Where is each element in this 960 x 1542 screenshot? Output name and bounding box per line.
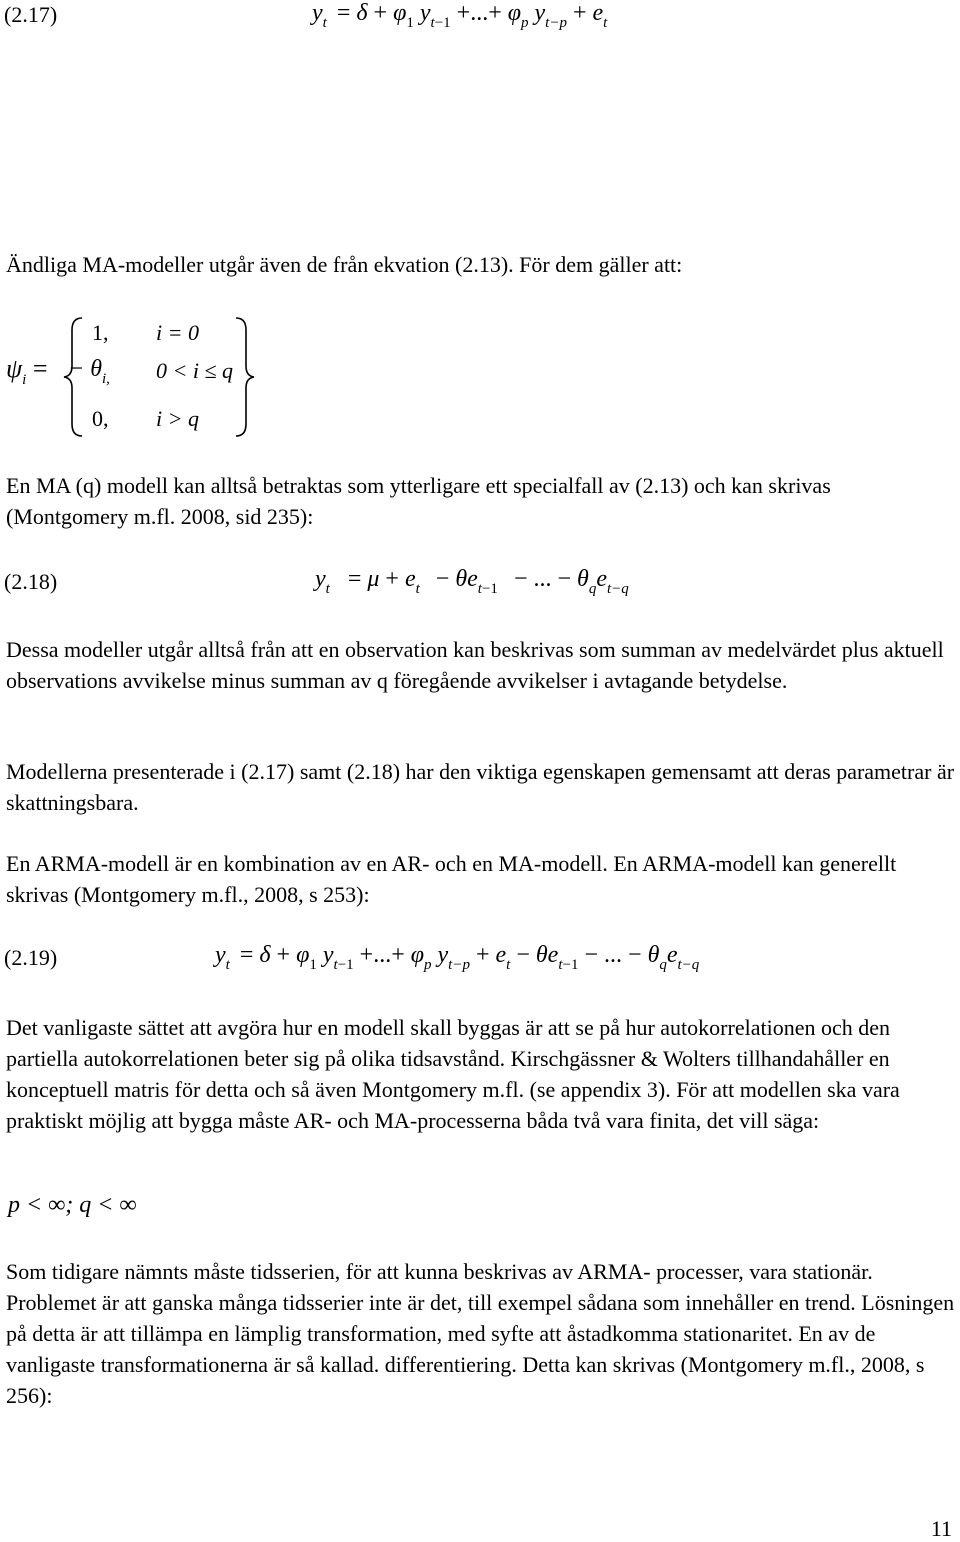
paragraph-ma-intro: Ändliga MA-modeller utgår även de från ekvation (2.13). För dem gäller att:: [6, 252, 683, 277]
equation-2-19: $y_t = \delta + \varphi_1$ $y_{t-1}$ +...+ $\varphi_p$ $y_{t-p} + e_t - \theta e_{t-1}$ − ... − $\theta_qe_{t-q}$: [215, 942, 700, 973]
case-2: − $\theta_{i,}$: [68, 356, 110, 387]
case-3-value: 0,: [92, 406, 109, 431]
equation-2-18: $y_t = \mu + e_t - \theta e_{t-1}$ − ... − $\theta_qe_{t-q}$: [315, 566, 629, 597]
case-1-condition: i = 0: [156, 320, 199, 345]
psi-lhs: $\psi_i$ =: [6, 354, 48, 388]
paragraph-stationarity: Som tidigare nämnts måste tidsserien, för att kunna beskrivas av ARMA- processer, vara stationär. Problemet är att ganska många tidsserier inte är det, till exempel sådana som innehåller en trend. Lösningen på detta är att tillämpa en lämplig transformation, med syfte att åstadkomma stationaritet. En av de vanligaste transformationerna är så kallad. differentiering. Detta kan skrivas (Montgomery m.fl., 2008, s 256):: [6, 1259, 955, 1408]
page-number: 11: [930, 1516, 952, 1541]
equation-number-2-19: (2.19): [4, 945, 58, 970]
case-1: [92, 320, 109, 346]
case-2-condition: 0 < i ≤ q: [156, 358, 234, 383]
equation-number-2-18: (2.18): [4, 569, 58, 594]
case-3-condition: i > q: [156, 406, 199, 431]
paragraph-arma-intro: En ARMA-modell är en kombination av en AR- och en MA-modell. En ARMA-modell kan generellt skrivas (Montgomery m.fl., 2008, s 253):: [6, 851, 897, 907]
case-3: [92, 406, 109, 432]
case-2-value: − θ: [68, 356, 102, 382]
paragraph-model-selection: Det vanligaste sättet att avgöra hur en modell skall byggas är att se på hur autokorrelationen och den partiella autokorrelationen beter sig på olika tidsavstånd. Kirschgässner & Wolters tillhandahåller en konceptuell matris för detta och så även Montgomery m.fl. (se appendix 3). För att modellen ska vara praktiskt möjlig att bygga måste AR- och MA-processerna båda två vara finita, det vill säga:: [6, 1015, 900, 1133]
paragraph-ma-model: En MA (q) modell kan alltså betraktas som ytterligare ett specialfall av (2.13) och kan skrivas (Montgomery m.fl. 2008, sid 235):: [6, 473, 831, 529]
right-brace: [232, 316, 256, 438]
case-1-value: 1,: [92, 320, 109, 345]
paragraph-ma-explanation: Dessa modeller utgår alltså från att en observation kan beskrivas som summan av medelvärdet plus aktuell observations avvikelse minus summan av q föregående avvikelser i avtagande betydelse.: [6, 637, 944, 693]
paragraph-models-estimable: Modellerna presenterade i (2.17) samt (2.18) har den viktiga egenskapen gemensamt att deras parametrar är skattningsbara.: [6, 759, 955, 815]
finite-condition: p < ∞; q < ∞: [8, 1192, 137, 1218]
equation-number-2-17: (2.17): [4, 2, 58, 27]
equation-2-17: $y_t = \delta + \varphi_1$ $y_{t-1}$ +...+ $\varphi_p$ $y_{t-p} + e_t$: [312, 0, 608, 31]
